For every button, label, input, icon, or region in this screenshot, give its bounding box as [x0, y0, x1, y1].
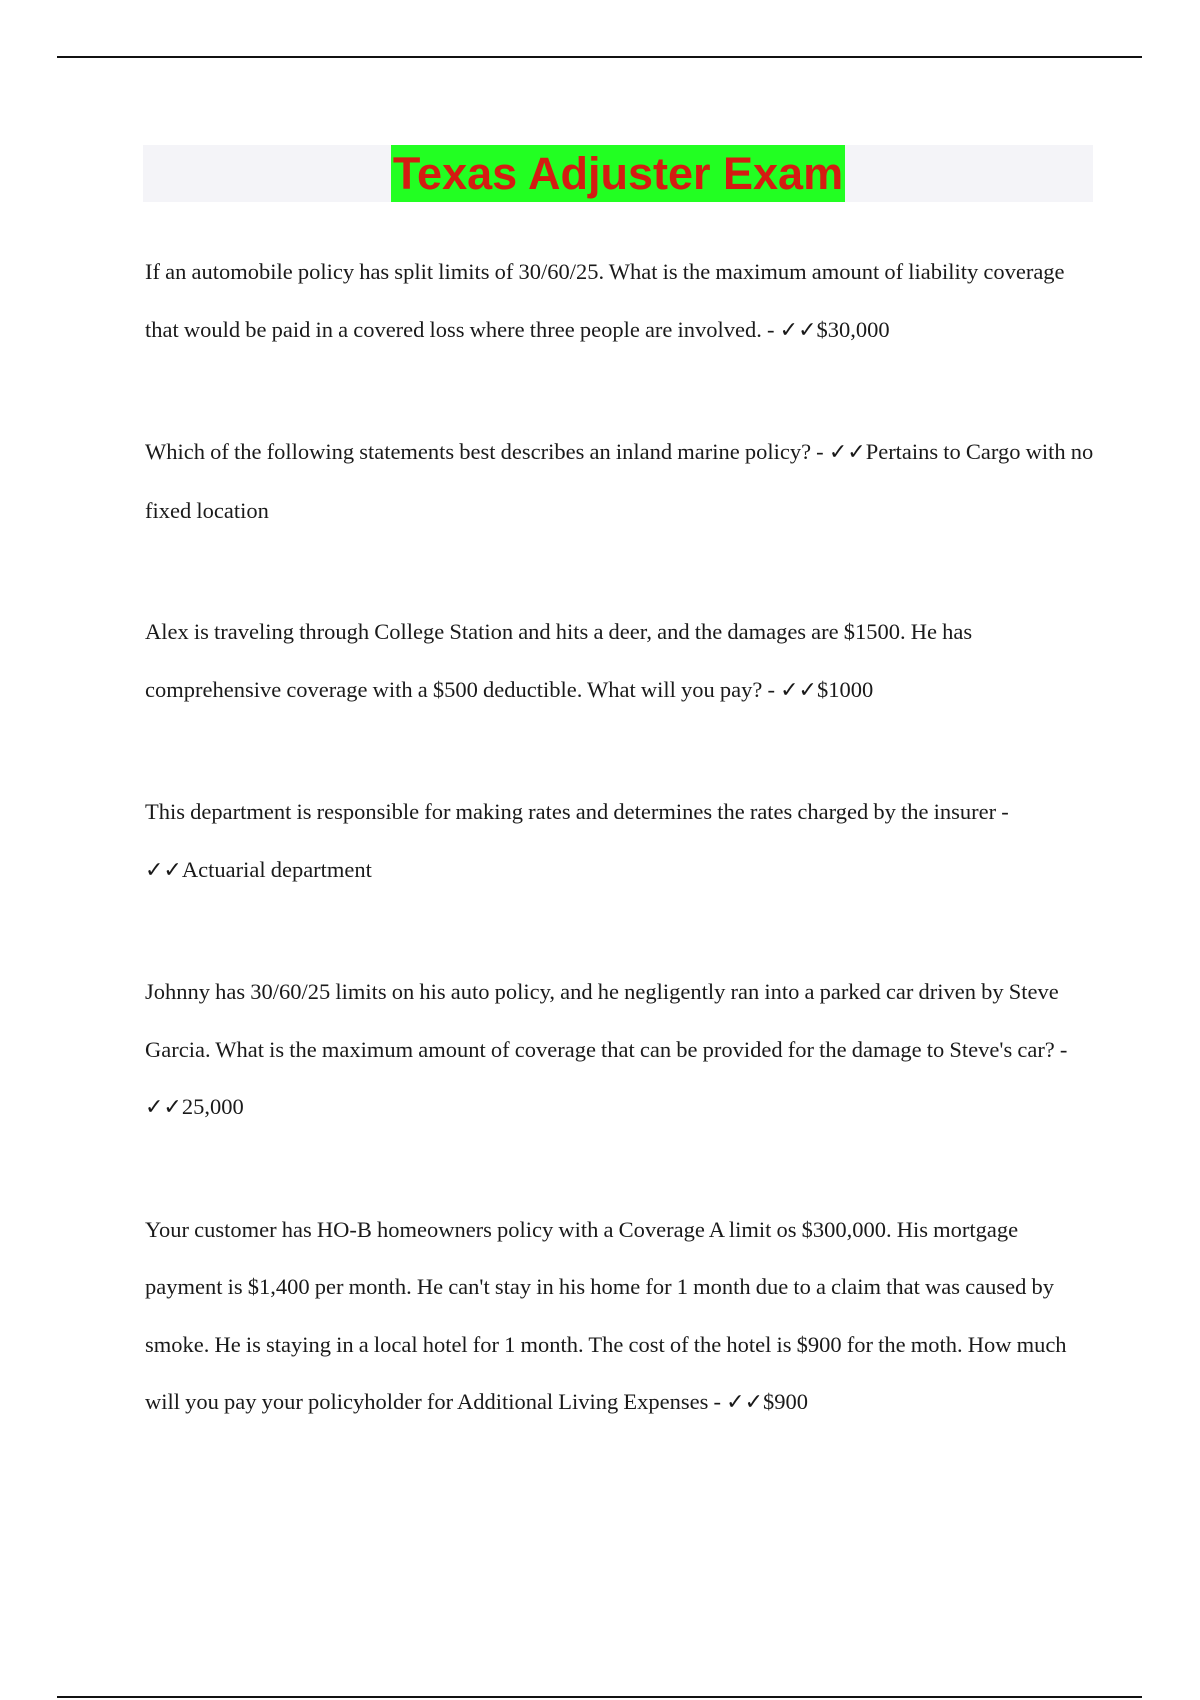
qa-item: [145, 963, 1095, 1137]
check-icon: ✓✓: [828, 440, 866, 465]
check-icon: ✓✓: [780, 677, 817, 703]
qa-list: [145, 243, 1095, 1496]
question-text: This department is responsible for making rates and determines the rates charged by the insurer -: [145, 799, 1009, 824]
check-icon: ✓✓: [726, 1390, 764, 1415]
qa-item: [145, 243, 1095, 359]
answer-text: 25,000: [181, 1094, 244, 1119]
answer-text: Actuarial department: [181, 856, 372, 882]
qa-item: [145, 783, 1095, 899]
bottom-rule: [57, 1696, 1142, 1698]
qa-item: [145, 1201, 1095, 1432]
question-text: Alex is traveling through College Station and hits a deer, and the damages are $1500. He has comprehensive coverage with a $500 deductible. What will you pay? -: [145, 619, 973, 702]
qa-item: [145, 603, 1095, 719]
check-icon: ✓✓: [779, 317, 817, 343]
question-text: Johnny has 30/60/25 limits on his auto policy, and he negligently ran into a parked car driven by Steve Garcia. What is the maximum amount of coverage that can be provided for the damage to Steve's car? -: [145, 979, 1068, 1062]
check-icon: ✓✓: [145, 1095, 182, 1120]
question-text: Which of the following statements best describes an inland marine policy? -: [145, 439, 829, 464]
answer-text: $30,000: [816, 316, 890, 342]
answer-text: $900: [763, 1389, 809, 1414]
answer-text: $1000: [817, 676, 874, 702]
question-text: If an automobile policy has split limits of 30/60/25. What is the maximum amount of liability coverage that would be paid in a covered loss where three people are involved. -: [145, 259, 1065, 342]
top-rule: [57, 56, 1142, 58]
question-text: Your customer has HO-B homeowners policy with a Coverage A limit os $300,000. His mortgage payment is $1,400 per month. He can't stay in his home for 1 month due to a claim that was caused by smoke. He is staying in a local hotel for 1 month. The cost of the hotel is $900 for the moth. How much will you pay your policyholder for Additional Living Expenses -: [145, 1216, 1067, 1414]
check-icon: ✓✓: [145, 857, 182, 883]
qa-item: [145, 423, 1095, 539]
document-title: Texas Adjuster Exam: [391, 145, 845, 202]
answer-text: Pertains to Cargo with no fixed location: [145, 439, 1094, 523]
title-band: [143, 145, 1093, 202]
